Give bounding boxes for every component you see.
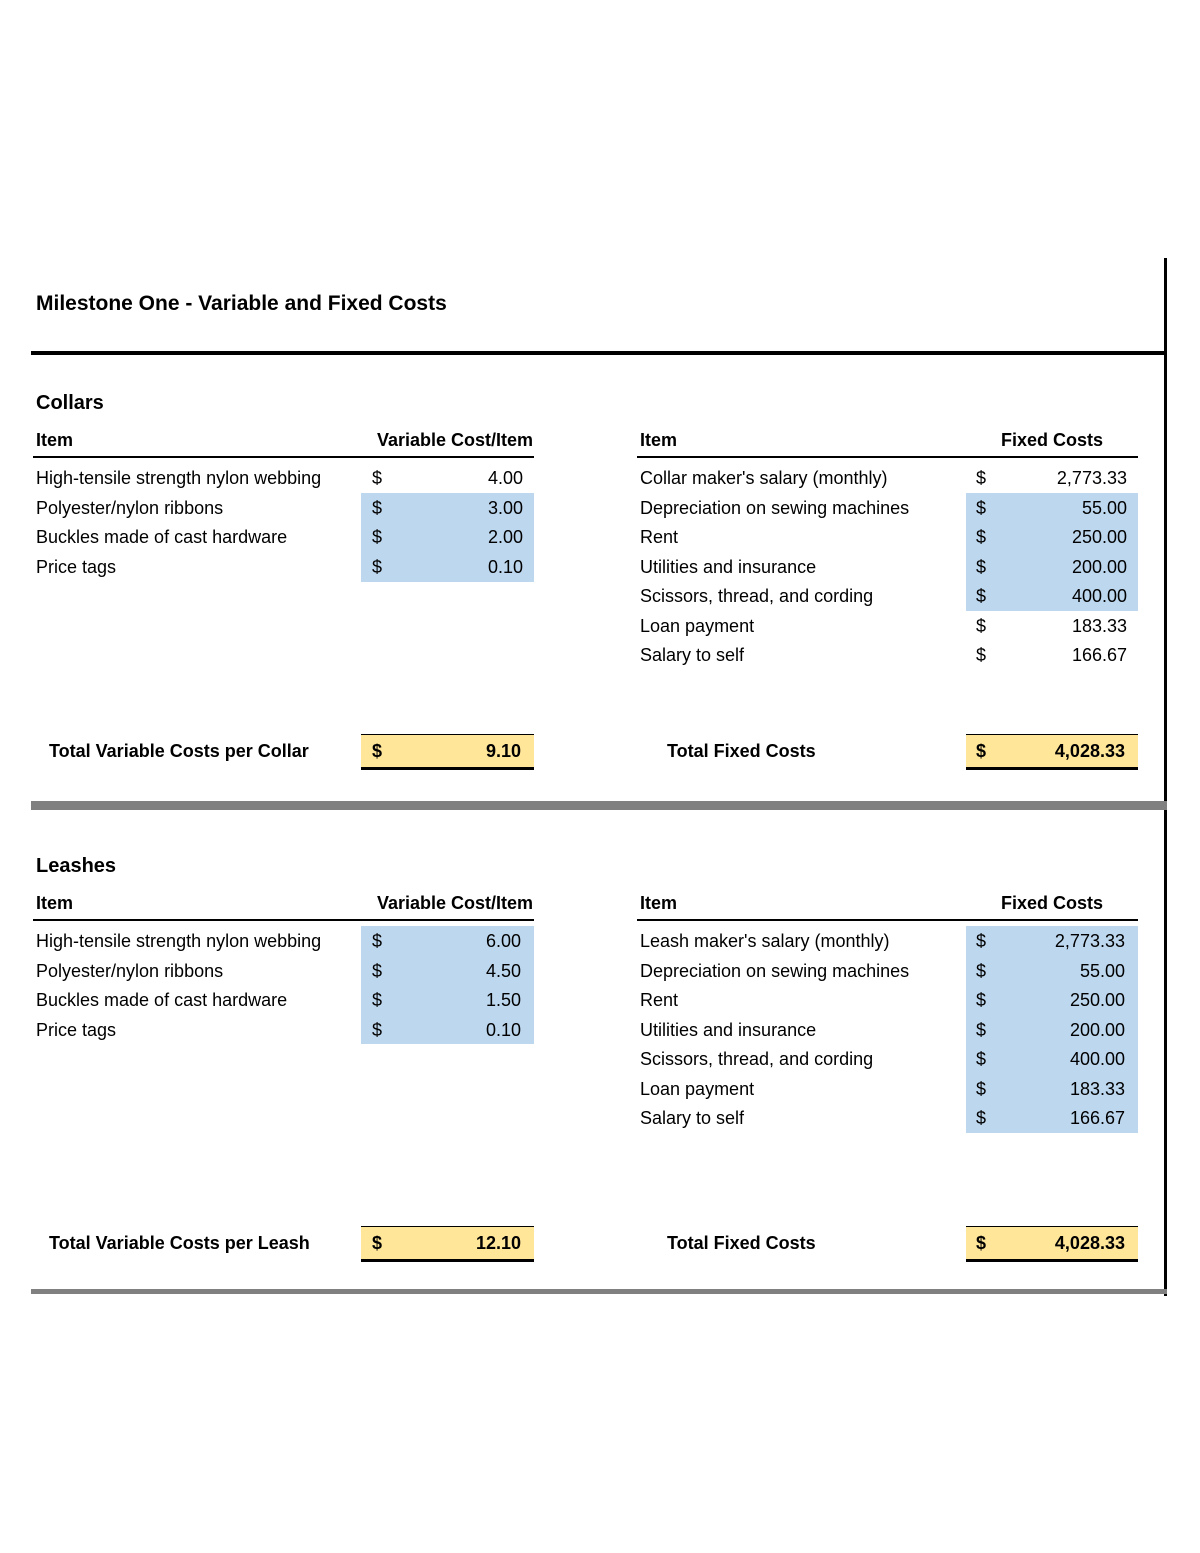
leashes-fixed-header-line xyxy=(637,919,1138,921)
leashes-total-fixed-box xyxy=(966,1226,1138,1262)
leashes-fixed-value: 166.67 xyxy=(1069,1108,1125,1128)
leashes-total-variable-box xyxy=(361,1226,534,1262)
section-divider xyxy=(31,801,1167,810)
leashes-var-label: Buckles made of cast hardware xyxy=(36,990,288,1010)
leashes-var-value: 1.50 xyxy=(485,990,521,1010)
collars-total-fixed-box xyxy=(966,734,1138,770)
leashes-fixed-currency: $ xyxy=(976,960,987,981)
leashes-section-title: Leashes xyxy=(36,855,117,877)
leashes-fixed-header-cost: Fixed Costs xyxy=(1000,893,1103,913)
collars-var-value: 2.00 xyxy=(487,527,523,547)
collars-fixed-value: 183.33 xyxy=(1071,615,1127,636)
leashes-var-value: 0.10 xyxy=(485,1019,521,1040)
collars-fixed-value: 200.00 xyxy=(1071,556,1127,577)
leashes-fixed-currency: $ xyxy=(976,1078,987,1099)
leashes-total-variable-currency: $ xyxy=(372,1233,383,1253)
leashes-var-label: Polyester/nylon ribbons xyxy=(36,960,224,981)
collars-total-fixed-value: 4,028.33 xyxy=(1054,741,1125,761)
collars-fixed-value: 400.00 xyxy=(1071,586,1127,606)
leashes-fixed-header-item: Item xyxy=(640,893,678,913)
collars-var-header-item: Item xyxy=(36,430,74,450)
leashes-fixed-label: Scissors, thread, and cording xyxy=(640,1049,874,1069)
collars-var-label: Price tags xyxy=(36,556,117,577)
collars-fixed-label: Scissors, thread, and cording xyxy=(640,586,874,606)
collars-var-label: Buckles made of cast hardware xyxy=(36,527,288,547)
collars-fixed-value: 250.00 xyxy=(1071,527,1127,547)
leashes-fixed-label: Rent xyxy=(640,990,679,1010)
collars-fixed-header-item: Item xyxy=(640,430,678,450)
leashes-total-variable-label: Total Variable Costs per Leash xyxy=(49,1233,310,1253)
collars-var-label: High-tensile strength nylon webbing xyxy=(36,468,322,488)
leashes-var-header-item: Item xyxy=(36,893,74,913)
collars-fixed-label: Loan payment xyxy=(640,615,755,636)
leashes-fixed-value: 2,773.33 xyxy=(1054,931,1125,951)
collars-fixed-label: Collar maker's salary (monthly) xyxy=(640,468,888,488)
leashes-var-label: Price tags xyxy=(36,1019,117,1040)
leashes-fixed-currency: $ xyxy=(976,990,987,1010)
collars-var-header-line xyxy=(33,456,534,458)
collars-var-currency: $ xyxy=(372,468,383,488)
collars-fixed-value: 55.00 xyxy=(1081,497,1127,518)
collars-total-variable-label: Total Variable Costs per Collar xyxy=(49,741,309,761)
leashes-fixed-currency: $ xyxy=(976,1108,987,1128)
leashes-fixed-value: 55.00 xyxy=(1079,960,1125,981)
collars-fixed-currency: $ xyxy=(976,556,987,577)
leashes-total-fixed-value: 4,028.33 xyxy=(1054,1233,1125,1253)
collars-total-fixed-label: Total Fixed Costs xyxy=(667,741,816,761)
collars-fixed-label: Utilities and insurance xyxy=(640,556,817,577)
leashes-var-value: 4.50 xyxy=(485,960,521,981)
collars-fixed-currency: $ xyxy=(976,645,987,665)
leashes-fixed-currency: $ xyxy=(976,1049,987,1069)
leashes-fixed-label: Utilities and insurance xyxy=(640,1019,817,1040)
collars-var-header-cost: Variable Cost/Item xyxy=(376,430,533,450)
leashes-fixed-value: 183.33 xyxy=(1069,1078,1125,1099)
leashes-fixed-label: Salary to self xyxy=(640,1108,745,1128)
collars-fixed-value: 2,773.33 xyxy=(1056,468,1127,488)
collars-fixed-currency: $ xyxy=(976,497,987,518)
page-title: Milestone One - Variable and Fixed Costs xyxy=(36,292,447,315)
leashes-total-fixed-currency: $ xyxy=(976,1233,987,1253)
collars-fixed-header-line xyxy=(637,456,1138,458)
leashes-var-label: High-tensile strength nylon webbing xyxy=(36,931,322,951)
collars-var-currency: $ xyxy=(372,497,383,518)
leashes-fixed-currency: $ xyxy=(976,931,987,951)
collars-var-currency: $ xyxy=(372,556,383,577)
leashes-var-header-cost: Variable Cost/Item xyxy=(376,893,533,913)
leashes-fixed-label: Loan payment xyxy=(640,1078,755,1099)
leashes-var-currency: $ xyxy=(372,960,383,981)
leashes-fixed-currency: $ xyxy=(976,1019,987,1040)
leashes-fixed-value: 200.00 xyxy=(1069,1019,1125,1040)
collars-fixed-currency: $ xyxy=(976,468,987,488)
collars-var-label: Polyester/nylon ribbons xyxy=(36,497,224,518)
leashes-var-currency: $ xyxy=(372,931,383,951)
collars-var-value: 3.00 xyxy=(487,497,523,518)
leashes-fixed-label: Depreciation on sewing machines xyxy=(640,960,910,981)
collars-var-value: 0.10 xyxy=(487,556,523,577)
leashes-var-currency: $ xyxy=(372,1019,383,1040)
leashes-fixed-value: 250.00 xyxy=(1069,990,1125,1010)
collars-total-variable-box xyxy=(361,734,534,770)
collars-total-variable-value: 9.10 xyxy=(485,741,521,761)
leashes-var-currency: $ xyxy=(372,990,383,1010)
collars-fixed-label: Depreciation on sewing machines xyxy=(640,497,910,518)
leashes-fixed-label: Leash maker's salary (monthly) xyxy=(640,931,890,951)
leashes-total-variable-value: 12.10 xyxy=(475,1233,521,1253)
collars-total-variable-currency: $ xyxy=(372,741,383,761)
collars-fixed-label: Rent xyxy=(640,527,679,547)
collars-fixed-value: 166.67 xyxy=(1071,645,1127,665)
collars-section-title: Collars xyxy=(36,392,104,414)
top-divider xyxy=(31,351,1167,355)
leashes-fixed-value: 400.00 xyxy=(1069,1049,1125,1069)
leashes-var-header-line xyxy=(33,919,534,921)
collars-var-currency: $ xyxy=(372,527,383,547)
collars-fixed-currency: $ xyxy=(976,615,987,636)
collars-fixed-label: Salary to self xyxy=(640,645,745,665)
right-border xyxy=(1164,258,1167,1296)
leashes-var-value: 6.00 xyxy=(485,931,521,951)
collars-fixed-header-cost: Fixed Costs xyxy=(1000,430,1103,450)
collars-total-fixed-currency: $ xyxy=(976,741,987,761)
collars-fixed-currency: $ xyxy=(976,586,987,606)
collars-var-value: 4.00 xyxy=(487,468,523,488)
leashes-total-fixed-label: Total Fixed Costs xyxy=(667,1233,816,1253)
bottom-divider xyxy=(31,1289,1167,1294)
collars-fixed-currency: $ xyxy=(976,527,987,547)
